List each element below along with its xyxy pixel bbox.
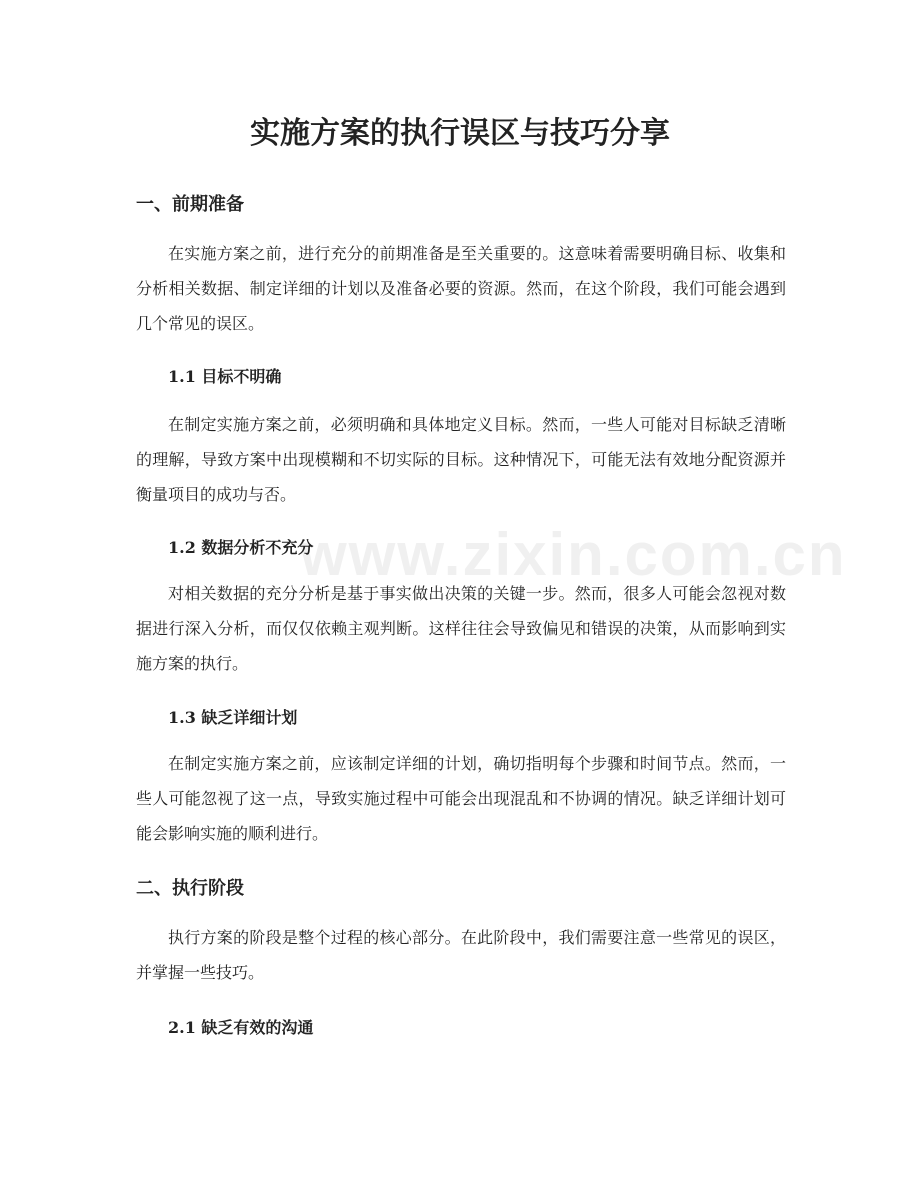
subsection-heading-1-3: 1.3 缺乏详细计划 (168, 708, 298, 727)
section-heading-2: 二、执行阶段 (136, 878, 244, 899)
section-1-intro: 在实施方案之前，进行充分的前期准备是至关重要的。这意味着需要明确目标、收集和分析相关数据、制定详细的计划以及准备必要的资源。然而，在这个阶段，我们可能会遇到几个常见的误区。 (136, 244, 786, 333)
watermark: www.zixin.com.cn (300, 521, 847, 588)
section-2-intro: 执行方案的阶段是整个过程的核心部分。在此阶段中，我们需要注意一些常见的误区，并掌握一些技巧。 (136, 928, 786, 982)
subsection-1-1-text: 在制定实施方案之前，必须明确和具体地定义目标。然而，一些人可能对目标缺乏清晰的理解，导致方案中出现模糊和不切实际的目标。这种情况下，可能无法有效地分配资源并衡量项目的成功与否。 (136, 415, 786, 504)
subsection-heading-2-1: 2.1 缺乏有效的沟通 (168, 1018, 314, 1037)
subsection-heading-1-2: 1.2 数据分析不充分 (168, 538, 314, 557)
subsection-1-3-text: 在制定实施方案之前，应该制定详细的计划，确切指明每个步骤和时间节点。然而，一些人可能忽视了这一点，导致实施过程中可能会出现混乱和不协调的情况。缺乏详细计划可能会影响实施的顺利进行。 (136, 754, 786, 843)
page-title: 实施方案的执行误区与技巧分享 (250, 116, 670, 151)
section-heading-1: 一、前期准备 (136, 194, 244, 215)
subsection-1-2-text: 对相关数据的充分分析是基于事实做出决策的关键一步。然而，很多人可能会忽视对数据进行深入分析，而仅仅依赖主观判断。这样往往会导致偏见和错误的决策，从而影响到实施方案的执行。 (136, 584, 786, 673)
subsection-heading-1-1: 1.1 目标不明确 (168, 367, 282, 386)
